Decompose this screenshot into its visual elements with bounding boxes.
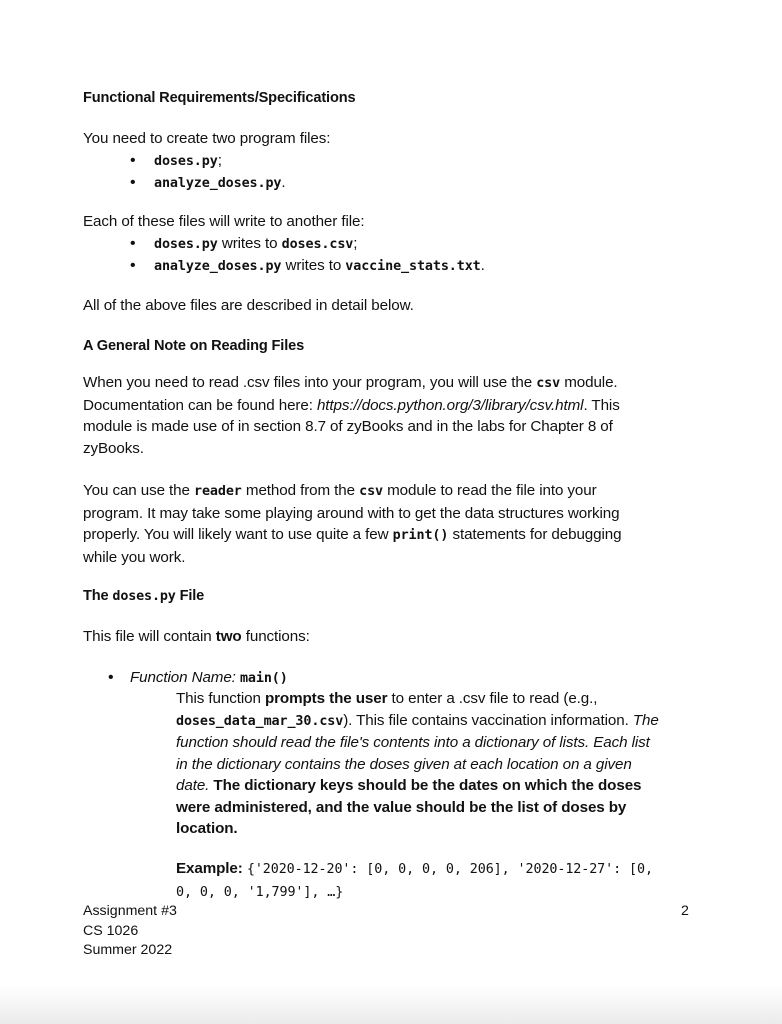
text-run: zyBooks.	[83, 439, 144, 457]
page-number: 2	[681, 903, 689, 919]
text-run: prompts the user	[264, 690, 388, 707]
text-run: method from the	[241, 482, 360, 499]
module-name: csv	[536, 376, 561, 391]
reading-paragraph-2	[83, 480, 693, 568]
text-run: You can use the	[83, 482, 194, 499]
functions-intro	[83, 626, 310, 648]
example-code: {'2020-12-20': [0, 0, 0, 0, 206], '2020-12-27': [0,	[246, 862, 653, 877]
text-run: When you need to read .csv files into your program, you will use the	[83, 374, 537, 391]
text-run: location.	[176, 820, 238, 837]
list-item	[130, 233, 485, 255]
section-heading-doses-file	[83, 588, 204, 604]
footer-info	[83, 902, 177, 961]
verb: writes to	[221, 235, 278, 252]
reading-paragraph-1	[83, 372, 693, 459]
text-run: were administered, and the value should be the list of doses by	[176, 798, 627, 816]
method-name: reader	[194, 484, 242, 499]
files-described-sentence: All of the above files are described in detail below.	[83, 297, 414, 314]
footer-term: Summer 2022	[83, 942, 173, 958]
function-name: main()	[239, 671, 288, 686]
file-name: doses.csv	[281, 237, 354, 252]
file-name: doses_data_mar_30.csv	[176, 713, 344, 729]
program-file-list	[130, 150, 286, 194]
text-run: program. It may take some playing around with to get the data structures working	[83, 504, 620, 522]
file-name: doses.py	[154, 154, 218, 169]
text-run: statements for debugging	[448, 526, 622, 543]
text-run: The dictionary keys should be the dates on which the doses	[213, 777, 642, 794]
punctuation: .	[480, 257, 485, 274]
section-heading-reading-files: A General Note on Reading Files	[83, 338, 305, 354]
text-run: while you work.	[83, 548, 186, 566]
verb: writes to	[285, 257, 342, 274]
text-run: module to read the file into your	[383, 482, 597, 499]
write-sentence: Each of these files will write to another file:	[83, 213, 365, 230]
write-target-list	[130, 233, 485, 277]
example-label: Example:	[176, 860, 243, 877]
file-name: analyze_doses.py	[154, 176, 282, 191]
module-name: csv	[359, 484, 383, 499]
footer-assignment: Assignment #3	[83, 903, 177, 919]
text-run: The	[83, 588, 113, 604]
text-run: module.	[560, 374, 618, 391]
text-run: properly. You will likely want to use quite a few	[83, 526, 393, 543]
text-run: to enter a .csv file to read (e.g.,	[387, 690, 598, 707]
text-run: date.	[176, 777, 214, 794]
file-name: vaccine_stats.txt	[345, 259, 481, 274]
text-run: Documentation can be found here:	[83, 396, 317, 414]
text-run: This file will contain	[83, 628, 216, 645]
documentation-url: https://docs.python.org/3/library/csv.html	[316, 396, 584, 414]
text-run: The	[632, 711, 659, 729]
page-bottom-shadow	[0, 985, 782, 1024]
file-name: analyze_doses.py	[154, 259, 282, 274]
function-name-line	[130, 667, 288, 690]
example-block	[176, 858, 716, 903]
punctuation: .	[281, 174, 286, 191]
footer-course: CS 1026	[83, 922, 139, 939]
section-heading-functional-requirements: Functional Requirements/Specifications	[83, 90, 356, 106]
text-run: two	[215, 628, 242, 645]
text-run: module is made use of in section 8.7 of zyBooks and in the labs for Chapter 8 of	[83, 418, 613, 435]
intro-sentence: You need to create two program files:	[83, 130, 331, 147]
list-item	[130, 172, 286, 194]
text-run: . This	[583, 396, 620, 414]
function-main-description	[176, 688, 696, 840]
file-name: doses.py	[154, 237, 218, 252]
punctuation: ;	[217, 152, 222, 169]
function-name: print()	[392, 528, 449, 543]
text-run: Function Name:	[130, 669, 236, 686]
text-run: This function	[176, 690, 265, 707]
example-code: 0, 0, 0, '1,799'], …}	[176, 884, 344, 900]
punctuation: ;	[353, 235, 358, 252]
text-run: function should read the file's contents into a dictionary of lists. Each list	[176, 734, 650, 751]
list-item	[130, 150, 286, 172]
list-item	[130, 255, 485, 277]
text-run: File	[175, 588, 205, 604]
file-name: doses.py	[112, 589, 176, 604]
text-run: ). This file contains vaccination information.	[343, 711, 633, 729]
text-run: in the dictionary contains the doses given at each location on a given	[176, 755, 632, 773]
bullet: •	[108, 669, 114, 686]
text-run: functions:	[241, 628, 310, 645]
